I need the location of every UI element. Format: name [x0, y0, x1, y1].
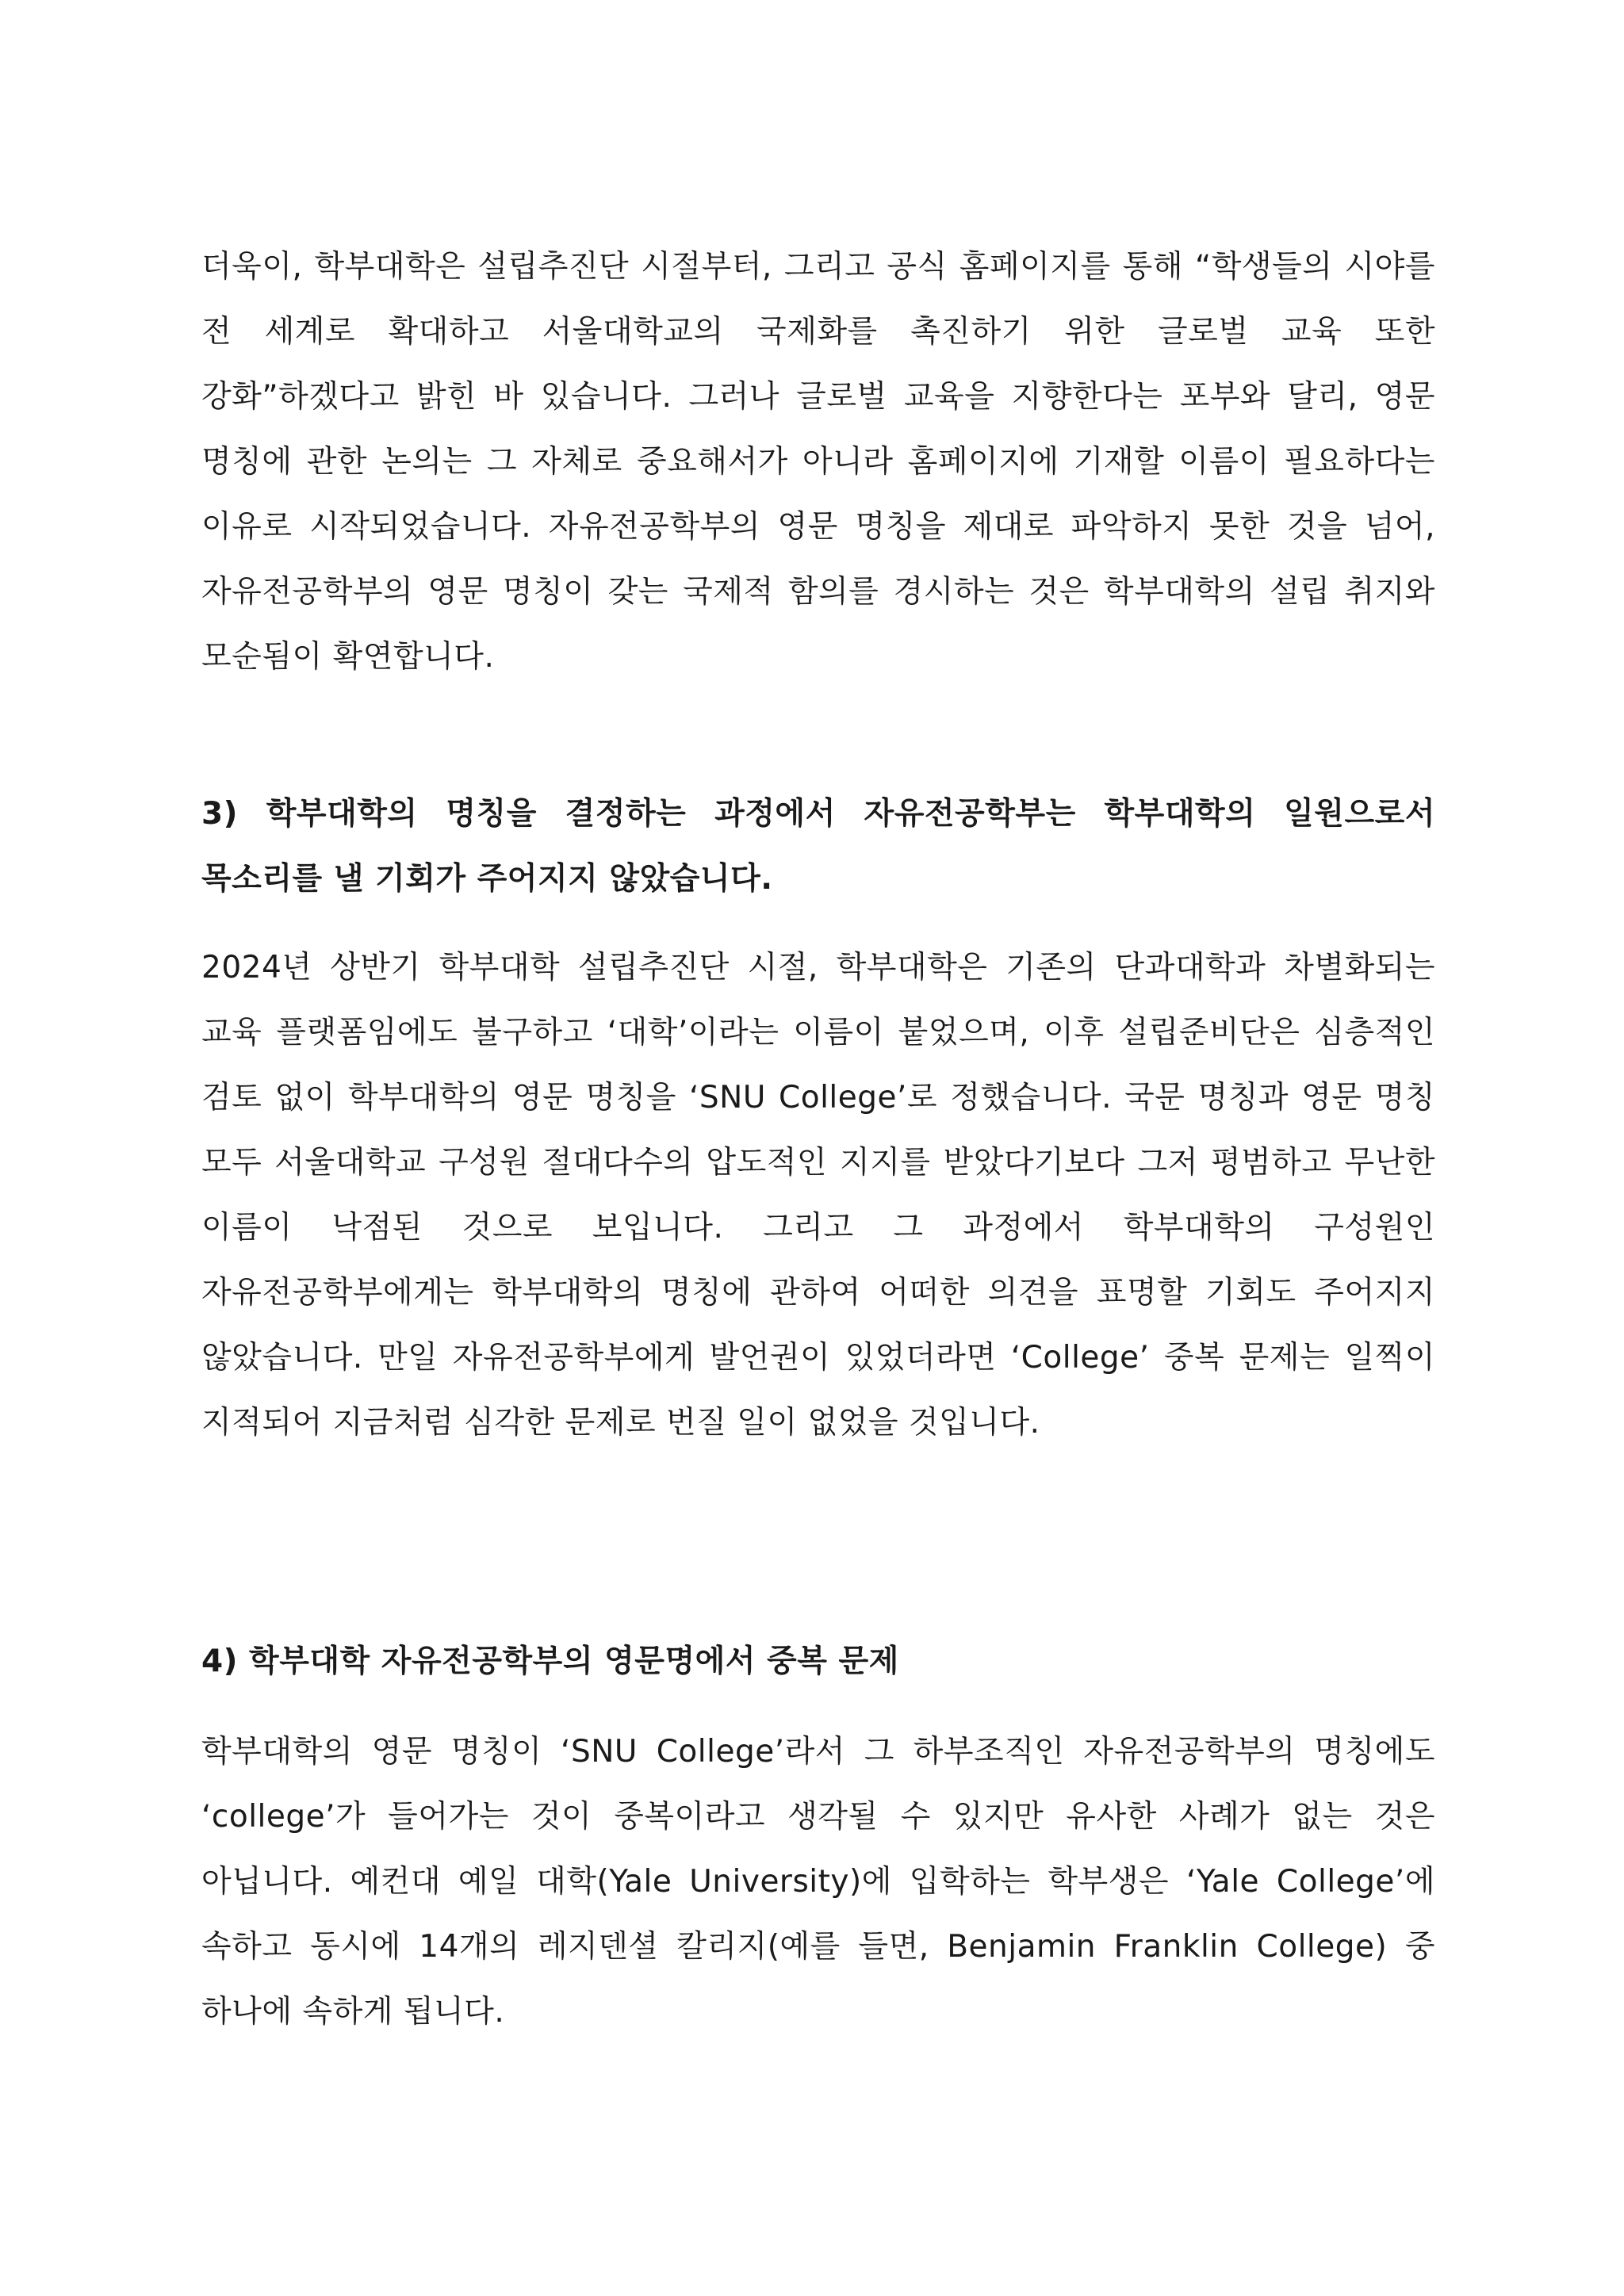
- paragraph-duplicate-issue: 학부대학의 영문 명칭이 ‘SNU College’라서 그 하부조직인 자유전공학부의 명칭에도 ‘college’가 들어가는 것이 중복이라고 생각될 수 있지만 유사한 사례가 없는 것은 아닙니다. 예컨대 예일 대학(Yale University)에 입학하는 학부생은 ‘Yale College’에 속하고 동시에 14개의 레지덴셜 칼리지(예를 들면, Benjamin Franklin College) 중 하나에 속하게 됩니다.: [201, 1734, 1435, 2030]
- paragraph-naming-process: 2024년 상반기 학부대학 설립추진단 시절, 학부대학은 기존의 단과대학과 차별화되는 교육 플랫폼임에도 불구하고 ‘대학’이라는 이름이 붙었으며, 이후 설립준비단은 심층적인 검토 없이 학부대학의 영문 명칭을 ‘SNU College’로 정했습니다. 국문 명칭과 영문 명칭 모두 서울대학교 구성원 절대다수의 압도적인 지지를 받았다기보다 그저 평범하고 무난한 이름이 낙점된 것으로 보입니다. 그리고 그 과정에서 학부대학의 구성원인 자유전공학부에게는 학부대학의 명칭에 관하여 어떠한 의견을 표명할 기회도 주어지지 않았습니다. 만일 자유전공학부에게 발언권이 있었더라면 ‘College’ 중복 문제는 일찍이 지적되어 지금처럼 심각한 문제로 번질 일이 없었을 것입니다.: [201, 950, 1435, 1441]
- paragraph-global-education: 더욱이, 학부대학은 설립추진단 시절부터, 그리고 공식 홈페이지를 통해 “학생들의 시야를 전 세계로 확대하고 서울대학교의 국제화를 촉진하기 위한 글로벌 교육 또한 강화”하겠다고 밝힌 바 있습니다. 그러나 글로벌 교육을 지향한다는 포부와 달리, 영문 명칭에 관한 논의는 그 자체로 중요해서가 아니라 홈페이지에 기재할 이름이 필요하다는 이유로 시작되었습니다. 자유전공학부의 영문 명칭을 제대로 파악하지 못한 것을 넘어, 자유전공학부의 영문 명칭이 갖는 국제적 함의를 경시하는 것은 학부대학의 설립 취지와 모순됨이 확연합니다.: [201, 249, 1435, 675]
- section-heading-4: 4) 학부대학 자유전공학부의 영문명에서 중복 문제: [201, 1644, 899, 1679]
- section-heading-3: 3) 학부대학의 명칭을 결정하는 과정에서 자유전공학부는 학부대학의 일원으로서 목소리를 낼 기회가 주어지지 않았습니다.: [201, 796, 1435, 897]
